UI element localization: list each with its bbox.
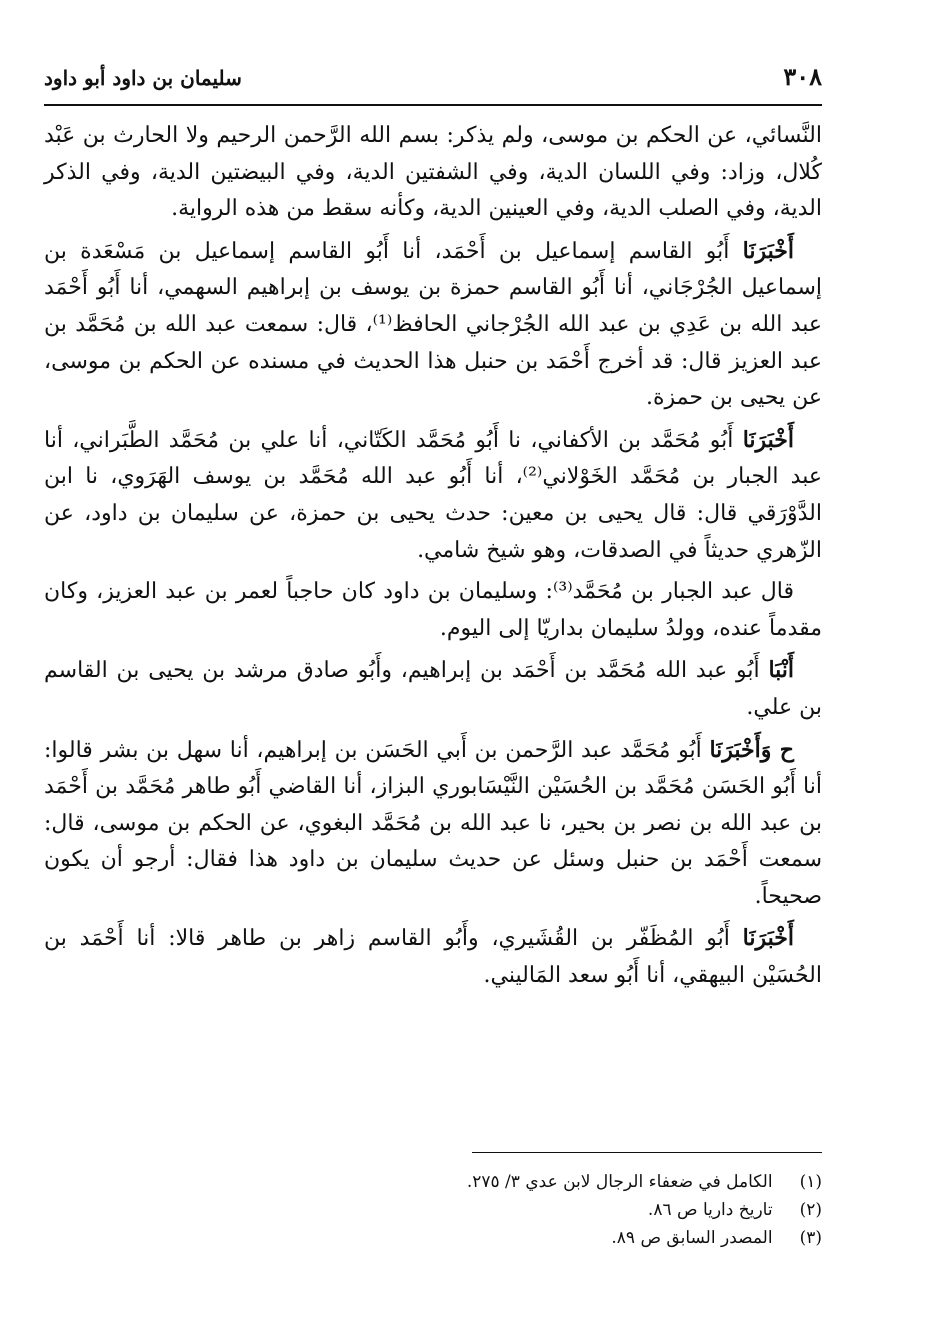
footnote-divider [472, 1152, 822, 1153]
paragraph-text: أَبُو عبد الله مُحَمَّد بن أَحْمَد بن إبراهيم، وأَبُو صادق مرشد بن يحيى بن القاسم بن علي. [44, 658, 822, 720]
footnote-3 [44, 1224, 822, 1252]
footnote-text: المصدر السابق ص ٨٩. [611, 1228, 773, 1248]
paragraph-1 [44, 118, 822, 228]
paragraph-text: أَبُو مُحَمَّد بن الأكفاني، نا أَبُو مُحَمَّد الكَتّاني، أنا علي بن مُحَمَّد الطَّبَراني، أنا عبد الجبار بن مُحَمَّد الخَوْلاني⁽²⁾، أنا أَبُو عبد الله مُحَمَّد بن يوسف الهَرَوي، نا ابن الدَّوْرَقي قال: قال يحيى بن معين: حدث يحيى بن حمزة، عن سليمان بن داود، عن الزّهري حديثاً في الصدقات، وهو شيخ شامي. [44, 427, 822, 563]
paragraph-lead: أَنْبَا [768, 657, 795, 684]
footnote-text: تاريخ داريا ص ٨٦. [647, 1200, 773, 1220]
paragraph-lead: أَخْبَرَنَا [742, 925, 794, 952]
main-text [44, 118, 822, 1000]
paragraph-lead: ح وَأَخْبَرَنَا [709, 736, 794, 763]
paragraph-2 [44, 233, 822, 417]
paragraph-text: قال عبد الجبار بن مُحَمَّد⁽³⁾: وسليمان بن داود كان حاجباً لعمر بن عبد العزيز، وكان مقدماً عنده، وولدُ سليمان بداريّا إلى اليوم. [44, 579, 822, 641]
footnote-number: (٣) [799, 1228, 822, 1248]
running-title: سليمان بن داود أبو داود [44, 66, 242, 90]
footnote-text: الكامل في ضعفاء الرجال لابن عدي ٣/ ٢٧٥. [466, 1172, 773, 1192]
running-head [44, 62, 822, 102]
header-divider [44, 104, 822, 106]
footnote-number: (٢) [799, 1200, 822, 1220]
paragraph-4 [44, 574, 822, 647]
paragraph-6 [44, 732, 822, 916]
paragraph-7 [44, 920, 822, 994]
paragraph-3 [44, 422, 822, 569]
paragraph-text: النَّسائي، عن الحكم بن موسى، ولم يذكر: بسم الله الرَّحمن الرحيم ولا الحارث بن عَبْد كُلال، وزاد: وفي اللسان الدية، وفي الشفتين الدية، وفي البيضتين الدية، وفي الذكر الدية، وفي الصلب الدية، وفي العينين الدية، وكأنه سقط من هذه الرواية. [44, 123, 822, 222]
paragraph-text: أَبُو القاسم إسماعيل بن أَحْمَد، أنا أَبُو القاسم إسماعيل بن مَسْعَدة بن إسماعيل الجُرْجَاني، أنا أَبُو القاسم حمزة بن يوسف بن إبراهيم السهمي، أنا أَبُو أَحْمَد عبد الله بن عَدِي بن عبد الله الجُرْجاني الحافظ⁽¹⁾، قال: سمعت عبد الله بن مُحَمَّد بن عبد العزيز قال: قد أخرج أَحْمَد بن حنبل هذا الحديث في مسنده عن الحكم بن موسى، عن يحيى بن حمزة. [44, 238, 823, 411]
paragraph-5 [44, 652, 822, 726]
paragraph-text: أَبُو المُظَفّر بن القُشَيري، وأَبُو القاسم زاهر بن طاهر قالا: أنا أَحْمَد بن الحُسَيْن البيهقي، أنا أَبُو سعد المَاليني. [44, 926, 822, 989]
page-number: ٣٠٨ [783, 62, 822, 91]
paragraph-lead: أَخْبَرَنَا [742, 426, 795, 453]
footnote-2 [44, 1196, 822, 1224]
paragraph-lead: أَخْبَرَنَا [742, 237, 794, 264]
footnote-number: (١) [799, 1172, 822, 1192]
footnote-1 [44, 1168, 822, 1196]
footnotes [44, 1168, 822, 1252]
paragraph-text: أَبُو مُحَمَّد عبد الرَّحمن بن أَبي الحَسَن بن إبراهيم، أنا سهل بن بشر قالوا: أنا أَبُو الحَسَن مُحَمَّد بن الحُسَيْن النَّيْسَابوري البزاز، أنا القاضي أَبُو طاهر مُحَمَّد بن أَحْمَد بن عبد الله بن نصر بن بحير، نا عبد الله بن مُحَمَّد البغوي، عن الحكم بن موسى، قال: سمعت أَحْمَد بن حنبل وسئل عن حديث سليمان بن داود هذا فقال: أرجو أن يكون صحيحاً. [44, 737, 822, 909]
